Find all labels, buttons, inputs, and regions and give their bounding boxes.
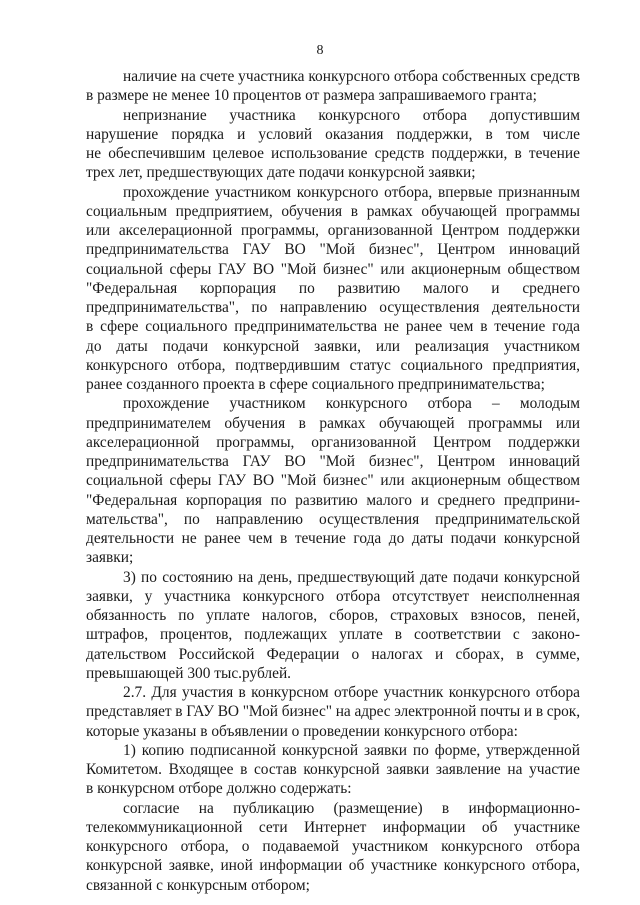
text-line: заявки; [86, 549, 134, 567]
text-line: представляет в ГАУ ВО "Мой бизнес" на адрес электронной почты и в срок, [86, 703, 580, 721]
text-line: деятельности не ранее чем в течение года до даты подачи конкурсной [86, 530, 580, 547]
text-line: обязанность по уплате налогов, сборов, страховых взносов, пеней, [86, 607, 580, 624]
text-line: "Федеральная корпорация по развитию малого и среднего предприни- [86, 491, 580, 509]
text-line: 1) копию подписанной конкурсной заявки по форме, утвержденной [123, 741, 580, 759]
text-line: непризнание участника конкурсного отбора допустившим [123, 106, 580, 124]
text-line: ранее созданного проекта в сфере социального предпринимательства; [86, 376, 545, 393]
text-line: нарушение порядка и условий оказания поддержки, в том числе [86, 125, 580, 143]
text-line: акселерационной программы, организованной Центром поддержки [86, 433, 580, 451]
text-line: превышающей 300 тыс.рублей. [86, 664, 292, 682]
body-text [86, 67, 580, 895]
text-line: или акселерационной программы, организованной Центром поддержки [86, 222, 580, 239]
text-line: Комитетом. Входящее в состав конкурсной заявки заявление на участие [86, 761, 580, 778]
text-line: предпринимательства", по направлению осуществления деятельности [86, 299, 580, 316]
text-line: согласие на публикацию (размещение) в информационно- [123, 799, 580, 817]
text-line: заявки, у участника конкурсного отбора отсутствует неисполненная [86, 587, 580, 605]
text-line: в конкурсном отборе должно содержать: [86, 780, 352, 798]
text-line: социальной сферы ГАУ ВО "Мой бизнес" или акционерным обществом [86, 260, 580, 278]
text-line: предпринимателем обучения в рамках обучающей программы или [86, 414, 580, 432]
text-line: связанной с конкурсным отбором; [86, 876, 310, 894]
text-line: конкурсного отбора, подтвердившим статус социального предприятия, [86, 356, 580, 374]
text-line: наличие на счете участника конкурсного отбора собственных средств [123, 68, 580, 85]
page-number: 8 [316, 43, 324, 58]
text-line: конкурсного отбора, о подаваемой участником конкурсного отбора [86, 838, 580, 855]
text-line: телекоммуникационной сети Интернет информации об участнике [86, 818, 580, 836]
text-line: конкурсной заявке, иной информации об участнике конкурсного отбора, [86, 857, 580, 875]
text-line: социальным предприятием, обучения в рамках обучающей программы [86, 202, 580, 220]
text-line: в сфере социального предпринимательства не ранее чем в течение года [86, 318, 580, 336]
text-line: в размере не менее 10 процентов от размера запрашиваемого гранта; [86, 87, 537, 105]
text-line: 2.7. Для участия в конкурсном отборе участник конкурсного отбора [123, 684, 580, 701]
text-line: предпринимательства ГАУ ВО "Мой бизнес", Центром инноваций [86, 241, 580, 259]
text-line: прохождение участником конкурсного отбора – молодым [123, 395, 580, 413]
text-line: прохождение участником конкурсного отбора, впервые признанным [123, 183, 580, 201]
text-line: дательством Российской Федерации о налогах и сборах, в сумме, [86, 645, 580, 663]
text-line: штрафов, процентов, подлежащих уплате в соответствии с законо- [86, 626, 580, 644]
text-line: трех лет, предшествующих дате подачи конкурсной заявки; [86, 164, 476, 182]
text-line: 3) по состоянию на день, предшествующий дате подачи конкурсной [123, 568, 580, 586]
text-line: предпринимательства ГАУ ВО "Мой бизнес", Центром инноваций [86, 453, 580, 470]
text-line: "Федеральная корпорация по развитию малого и среднего [86, 279, 580, 297]
text-line: мательства", по направлению осуществления предпринимательской [86, 510, 580, 528]
text-line: социальной сферы ГАУ ВО "Мой бизнес" или акционерным обществом [86, 472, 580, 490]
text-line: до даты подачи конкурсной заявки, или реализация участником [86, 337, 580, 355]
text-line: которые указаны в объявлении о проведении конкурсного отбора: [86, 722, 518, 740]
text-line: не обеспечившим целевое использование средств поддержки, в течение [86, 145, 580, 162]
